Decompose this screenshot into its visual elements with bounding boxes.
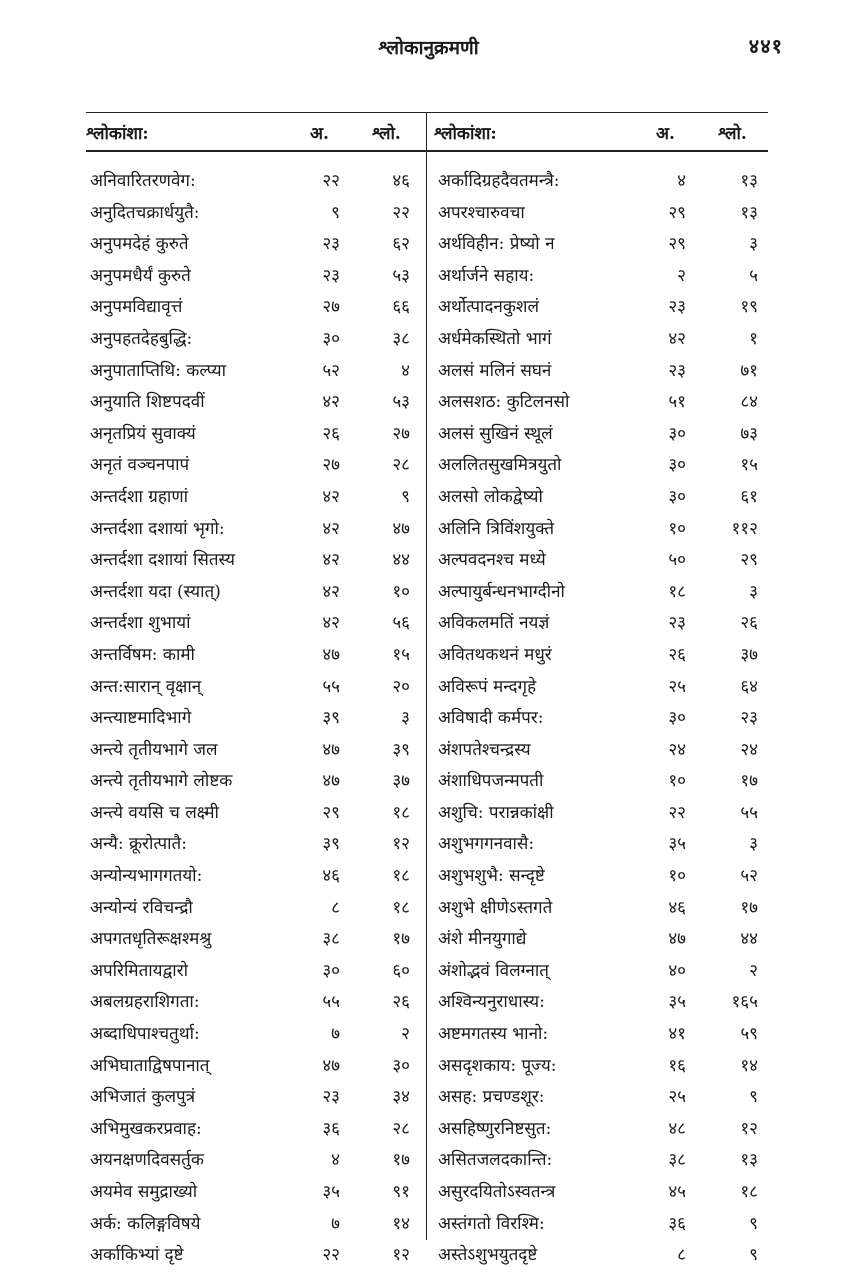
right-column [428, 113, 768, 1266]
index-entry [86, 165, 426, 197]
chapter-number: २२ [322, 171, 340, 191]
shloka-number: १७ [740, 897, 758, 918]
index-entry [86, 197, 426, 229]
chapter-number: २५ [668, 676, 686, 697]
shloka-number: १७ [392, 1150, 410, 1171]
shloka-number: ६१ [740, 486, 758, 507]
verse-text: अल्पायुर्बन्धनभाग्दीनो [438, 581, 565, 602]
shloka-number: ४४ [392, 550, 410, 571]
chapter-number: २२ [668, 802, 686, 823]
index-entry [86, 260, 426, 292]
verse-text: अभिजातं कुलपुत्रं [90, 1087, 196, 1108]
index-entry [86, 1018, 426, 1050]
verse-text: अर्थोत्पादनकुशलं [438, 297, 539, 318]
verse-text: अन्तर्दशा यदा (स्यात्) [90, 581, 221, 602]
verse-text: अर्कादिग्रहदैवतमन्त्रै: [438, 171, 560, 191]
shloka-number: ९ [749, 1087, 758, 1108]
index-entry [428, 355, 768, 387]
verse-text: अविरूपं मन्दगृहे [438, 676, 537, 697]
shloka-number: १६५ [731, 992, 758, 1013]
chapter-number: ४७ [322, 771, 340, 792]
shloka-number: १२ [740, 1118, 758, 1139]
verse-text: अंशाधिपजन्मपती [438, 771, 544, 792]
index-entry [428, 892, 768, 924]
verse-text: अन्तर्दशा दशायां सितस्य [90, 550, 236, 571]
chapter-number: ५२ [322, 360, 340, 381]
verse-text: असितजलदकान्ति: [438, 1150, 553, 1171]
index-entry [428, 449, 768, 481]
chapter-number: ४२ [322, 550, 340, 571]
chapter-number: ४ [677, 171, 686, 191]
shloka-number: ३ [749, 581, 758, 602]
chapter-number: ५५ [322, 992, 340, 1013]
chapter-number: ४० [668, 960, 686, 981]
index-entry [428, 828, 768, 860]
index-entry [86, 1176, 426, 1208]
chapter-number: ३० [668, 455, 686, 476]
chapter-number: २३ [322, 234, 340, 255]
index-entry [86, 513, 426, 545]
shloka-number: ४ [401, 360, 410, 381]
shloka-number: १३ [740, 1150, 758, 1171]
chapter-number: ४६ [668, 897, 686, 918]
index-entry [86, 1081, 426, 1113]
shloka-number: ५२ [740, 866, 758, 887]
index-entry [428, 797, 768, 829]
verse-text: अनृतं वञ्चनपापं [90, 455, 190, 476]
index-entry [86, 1239, 426, 1271]
chapter-number: ३५ [668, 992, 686, 1013]
left-column-header [86, 113, 426, 149]
chapter-number: ७ [331, 1213, 340, 1234]
chapter-number: ३५ [322, 1182, 340, 1202]
verse-text: अस्तेऽशुभयुतदृष्टे [438, 1245, 538, 1266]
verse-text: अललितसुखमित्रयुतो [438, 455, 562, 476]
index-entry [428, 260, 768, 292]
index-entry [86, 892, 426, 924]
chapter-number: ३० [668, 423, 686, 444]
index-entry [86, 734, 426, 766]
index-entry [86, 607, 426, 639]
index-entry [428, 702, 768, 734]
chapter-number: ४२ [322, 581, 340, 602]
page-number: ४४१ [748, 34, 783, 58]
shloka-number: ३० [392, 1055, 410, 1076]
chapter-number: २९ [668, 234, 686, 255]
shloka-number: १९ [740, 297, 758, 318]
shloka-number: ३ [749, 834, 758, 855]
shloka-number: ४४ [740, 929, 758, 950]
chapter-number: २३ [668, 297, 686, 318]
chapter-number: ३९ [322, 708, 340, 729]
index-entry [86, 355, 426, 387]
index-entry [428, 860, 768, 892]
verse-text: अनुदितचक्रार्धयुतै: [90, 202, 200, 223]
shloka-number: ९ [749, 1245, 758, 1266]
shloka-number: १२ [392, 834, 410, 855]
index-entry [86, 1144, 426, 1176]
shloka-number: १८ [392, 866, 410, 887]
verse-text: अनिवारितरणवेग: [90, 171, 196, 191]
verse-text: अनुपमधैर्यं कुरुते [90, 265, 191, 286]
index-entry [86, 702, 426, 734]
verse-text: असह: प्रचण्डशूर: [438, 1087, 545, 1108]
chapter-number: ५५ [322, 676, 340, 697]
index-entry [86, 923, 426, 955]
verse-text: असदृशकाय: पूज्य: [438, 1055, 557, 1076]
index-entry [428, 765, 768, 797]
verse-text: अलिनि त्रिविंशयुक्ते [438, 518, 555, 539]
index-entry [86, 860, 426, 892]
page-title: श्लोकानुक्रमणी [378, 37, 479, 59]
index-entry [86, 418, 426, 450]
index-entry [86, 291, 426, 323]
verse-text: अभिमुखकरप्रवाह: [90, 1118, 202, 1139]
shloka-number: ११२ [731, 518, 758, 539]
shloka-number: ५ [749, 265, 758, 286]
shloka-number: १ [749, 328, 758, 349]
shloka-number: ३ [749, 234, 758, 255]
chapter-number: ४६ [322, 866, 340, 887]
verse-header: श्लोकांशा: [434, 124, 497, 144]
index-entry [428, 955, 768, 987]
verse-text: अपगतधृतिरूक्षश्मश्रु [90, 929, 212, 950]
chapter-number: १० [668, 866, 686, 887]
shloka-number: ९ [401, 486, 410, 507]
verse-text: अश्विन्यनुराधास्य: [438, 992, 545, 1013]
index-entry [428, 481, 768, 513]
index-entry [428, 607, 768, 639]
index-entry [428, 386, 768, 418]
chapter-number: २ [677, 265, 686, 286]
chapter-number: ३५ [668, 834, 686, 855]
chapter-number: २९ [322, 802, 340, 823]
chapter-number: २४ [668, 739, 686, 760]
shloka-number: १७ [740, 771, 758, 792]
verse-text: अर्काकिभ्यां दृष्टे [90, 1245, 184, 1266]
chapter-number: ३० [322, 960, 340, 981]
verse-text: अनृतप्रियं सुवाक्यं [90, 423, 196, 444]
shloka-number: १३ [740, 171, 758, 191]
chapter-number: ८ [331, 897, 340, 918]
index-entry [86, 481, 426, 513]
chapter-number: ३९ [322, 834, 340, 855]
chapter-number: २६ [668, 644, 686, 665]
verse-text: अलसं सुखिनं स्थूलं [438, 423, 553, 444]
chapter-number: १० [668, 771, 686, 792]
index-entry [86, 386, 426, 418]
chapter-number: ४८ [668, 1118, 686, 1139]
shloka-number: २४ [740, 739, 758, 760]
verse-text: अनुपाताप्तिथि: कल्प्या [90, 360, 227, 381]
shloka-number: ३७ [740, 644, 758, 665]
chapter-number: ४७ [322, 1055, 340, 1076]
verse-text: अनुपहतदेहबुद्धि: [90, 328, 193, 349]
shloka-number: २६ [392, 992, 410, 1013]
index-entry [428, 734, 768, 766]
verse-text: अल्पवदनश्च मध्ये [438, 550, 546, 571]
index-entry [428, 291, 768, 323]
chapter-number: २२ [322, 1245, 340, 1266]
shloka-number: २८ [392, 455, 410, 476]
verse-text: असुरदयितोऽस्वतन्त्र [438, 1182, 556, 1202]
verse-text: अबलग्रहराशिगता: [90, 992, 200, 1013]
shloka-number: १५ [740, 455, 758, 476]
chapter-number: ५१ [668, 392, 686, 413]
shloka-number: २२ [392, 202, 410, 223]
chapter-number: ५० [668, 550, 686, 571]
shloka-number: २७ [392, 423, 410, 444]
shloka-number: ३४ [392, 1087, 410, 1108]
verse-text: अन्तर्दशा ग्रहाणां [90, 486, 189, 507]
chapter-number: ७ [331, 1024, 340, 1045]
index-entry [428, 1176, 768, 1208]
index-entry [428, 544, 768, 576]
verse-text: अंशपतेश्चन्द्रस्य [438, 739, 531, 760]
verse-text: अशुभशुभै: सन्दृष्टे [438, 866, 545, 887]
verse-text: अपरश्चारुवचा [438, 202, 525, 223]
chapter-header: अ. [656, 124, 675, 144]
index-entry [428, 639, 768, 671]
verse-text: अन्तर्दशा दशायां भृगो: [90, 518, 225, 539]
index-entry [428, 1050, 768, 1082]
chapter-number: ९ [331, 202, 340, 223]
verse-text: अलसं मलिनं सघनं [438, 360, 552, 381]
verse-text: अष्टमगतस्य भानो: [438, 1024, 549, 1045]
verse-text: अनुपमविद्यावृत्तं [90, 297, 183, 318]
index-entry [86, 1208, 426, 1240]
verse-text: अयनक्षणदिवसर्तुक [90, 1150, 204, 1171]
index-entry [86, 449, 426, 481]
index-entry [86, 544, 426, 576]
shloka-number: ६२ [392, 234, 410, 255]
index-entry [428, 513, 768, 545]
verse-text: अन्योन्यं रविचन्द्रौ [90, 897, 193, 918]
verse-text: अन्योन्यभागगतयो: [90, 866, 203, 887]
verse-text: अशुचि: परान्नकांक्षी [438, 802, 554, 823]
shloka-header: श्लो. [372, 124, 401, 144]
index-entry [428, 165, 768, 197]
shloka-number: ५६ [392, 613, 410, 634]
shloka-number: ६४ [740, 676, 758, 697]
shloka-number: २८ [392, 1118, 410, 1139]
chapter-number: १० [668, 518, 686, 539]
chapter-number: ४२ [322, 518, 340, 539]
verse-text: अविकलमतिं नयज्ञं [438, 613, 550, 634]
shloka-number: ४७ [392, 518, 410, 539]
shloka-number: १५ [392, 644, 410, 665]
verse-text: अंशे मीनयुगाद्ये [438, 929, 527, 950]
index-entry [428, 1018, 768, 1050]
shloka-number: ९१ [392, 1182, 410, 1202]
verse-header: श्लोकांशा: [86, 124, 149, 144]
shloka-number: १८ [392, 802, 410, 823]
verse-text: असहिष्णुरनिष्टसुत: [438, 1118, 552, 1139]
shloka-number: २६ [740, 613, 758, 634]
verse-text: अयमेव समुद्राख्यो [90, 1182, 198, 1202]
verse-text: अर्धमेकस्थितो भागं [438, 328, 552, 349]
index-entry [86, 828, 426, 860]
index-entry [86, 1113, 426, 1145]
verse-text: अर्थार्जने सहाय: [438, 265, 535, 286]
verse-text: अन्त:सारान् वृक्षान् [90, 676, 202, 697]
shloka-number: ५३ [392, 392, 410, 413]
index-entry [428, 1144, 768, 1176]
verse-text: अन्त्याष्टमादिभागे [90, 708, 192, 729]
chapter-number: २३ [322, 1087, 340, 1108]
index-entry [428, 986, 768, 1018]
chapter-number: ३० [668, 708, 686, 729]
shloka-number: ३७ [392, 771, 410, 792]
verse-text: अब्दाधिपाश्चतुर्था: [90, 1024, 200, 1045]
shloka-number: ४६ [392, 171, 410, 191]
shloka-number: ३८ [392, 328, 410, 349]
verse-text: अनुपमदेहं कुरुते [90, 234, 189, 255]
verse-text: अशुभे क्षीणेऽस्तगते [438, 897, 553, 918]
shloka-number: १४ [740, 1055, 758, 1076]
chapter-number: ४१ [668, 1024, 686, 1045]
shloka-number: २० [392, 676, 410, 697]
chapter-number: ४ [331, 1150, 340, 1171]
index-entry [428, 671, 768, 703]
chapter-number: २७ [322, 297, 340, 318]
shloka-number: ८४ [740, 392, 758, 413]
index-entry [86, 228, 426, 260]
index-entry [428, 1081, 768, 1113]
index-entry [86, 765, 426, 797]
index-entry [428, 1113, 768, 1145]
shloka-number: १८ [740, 1182, 758, 1202]
chapter-number: २५ [668, 1087, 686, 1108]
verse-text: अनुयाति शिष्टपदवीं [90, 392, 205, 413]
right-entry-list [428, 165, 768, 1271]
shloka-number: १४ [392, 1213, 410, 1234]
index-entry [428, 1208, 768, 1240]
chapter-number: ३० [322, 328, 340, 349]
shloka-number: २९ [740, 550, 758, 571]
verse-text: अन्तर्दशा शुभायां [90, 613, 191, 634]
chapter-header: अ. [310, 124, 329, 144]
verse-text: अन्त्ये तृतीयभागे लोष्टक [90, 771, 233, 792]
chapter-number: ३८ [322, 929, 340, 950]
index-entry [86, 671, 426, 703]
index-entry [428, 418, 768, 450]
left-column [86, 113, 426, 1266]
shloka-number: ६६ [392, 297, 410, 318]
verse-text: अभिघाताद्विषपानात् [90, 1055, 210, 1076]
verse-text: अन्त्ये वयसि च लक्ष्मी [90, 802, 219, 823]
index-entry [86, 797, 426, 829]
chapter-number: ४२ [322, 392, 340, 413]
shloka-number: १० [392, 581, 410, 602]
index-entry [86, 639, 426, 671]
index-entry [428, 576, 768, 608]
chapter-number: ३६ [322, 1118, 340, 1139]
shloka-number: १३ [740, 202, 758, 223]
shloka-number: ५९ [740, 1024, 758, 1045]
verse-text: अविषादी कर्मपर: [438, 708, 544, 729]
index-entry [428, 1239, 768, 1271]
verse-text: अवितथकथनं मधुरं [438, 644, 552, 665]
chapter-number: ३६ [668, 1213, 686, 1234]
index-entry [86, 955, 426, 987]
shloka-number: ३९ [392, 739, 410, 760]
shloka-number: २ [401, 1024, 410, 1045]
chapter-number: २३ [668, 360, 686, 381]
index-entry [428, 323, 768, 355]
right-column-header [428, 113, 768, 149]
shloka-number: २ [749, 960, 758, 981]
verse-text: अंशोद्भवं विलग्नात् [438, 960, 549, 981]
shloka-number: १७ [392, 929, 410, 950]
shloka-number: ९ [749, 1213, 758, 1234]
verse-text: अर्थविहीन: प्रेष्यो न [438, 234, 555, 255]
verse-text: अपरिमितायद्वारो [90, 960, 189, 981]
index-entry [428, 197, 768, 229]
chapter-number: १८ [668, 581, 686, 602]
chapter-number: ४२ [668, 328, 686, 349]
verse-text: अन्तर्विषम: कामी [90, 644, 195, 665]
shloka-number: ७३ [740, 423, 758, 444]
chapter-number: २६ [322, 423, 340, 444]
shloka-number: १२ [392, 1245, 410, 1266]
index-entry [428, 923, 768, 955]
verse-text: अन्यै: क्रूरोत्पातै: [90, 834, 187, 855]
chapter-number: ४७ [668, 929, 686, 950]
shloka-number: ७१ [740, 360, 758, 381]
shloka-number: ३ [401, 708, 410, 729]
left-entry-list [86, 165, 426, 1271]
chapter-number: ४२ [322, 486, 340, 507]
chapter-number: २९ [668, 202, 686, 223]
verse-text: अशुभगगनवासै: [438, 834, 535, 855]
chapter-number: २७ [322, 455, 340, 476]
shloka-header: श्लो. [718, 124, 747, 144]
shloka-number: ५५ [740, 802, 758, 823]
chapter-number: ४७ [322, 644, 340, 665]
index-entry [428, 228, 768, 260]
shloka-number: १८ [392, 897, 410, 918]
verse-text: अन्त्ये तृतीयभागे जल [90, 739, 218, 760]
chapter-number: ४७ [322, 739, 340, 760]
index-entry [86, 1050, 426, 1082]
verse-text: अलसो लोकद्वेष्यो [438, 486, 543, 507]
chapter-number: ३८ [668, 1150, 686, 1171]
index-entry [86, 323, 426, 355]
chapter-number: २३ [668, 613, 686, 634]
chapter-number: ३० [668, 486, 686, 507]
chapter-number: २३ [322, 265, 340, 286]
shloka-number: ५३ [392, 265, 410, 286]
shloka-number: २३ [740, 708, 758, 729]
index-entry [86, 576, 426, 608]
verse-text: अलसशठ: कुटिलनसो [438, 392, 570, 413]
verse-text: अस्तंगतो विरश्मि: [438, 1213, 545, 1234]
chapter-number: ४५ [668, 1182, 686, 1202]
chapter-number: ८ [677, 1245, 686, 1266]
verse-text: अर्क: कलिङ्गविषये [90, 1213, 201, 1234]
index-entry [86, 986, 426, 1018]
shloka-number: ६० [392, 960, 410, 981]
chapter-number: १६ [668, 1055, 686, 1076]
chapter-number: ४२ [322, 613, 340, 634]
